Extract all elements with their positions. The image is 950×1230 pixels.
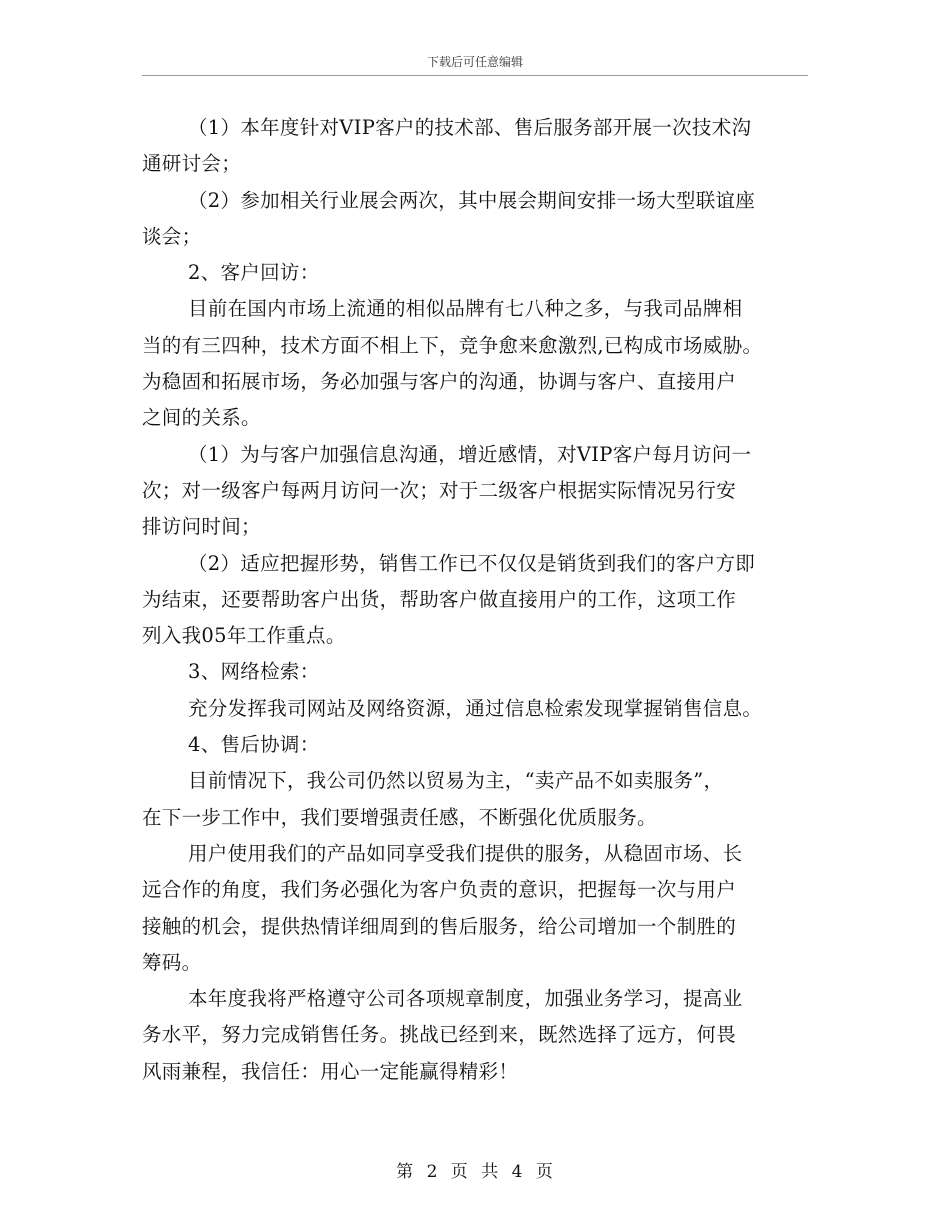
text-line: 通研讨会； bbox=[142, 152, 242, 176]
header-divider bbox=[142, 75, 808, 76]
page-number: 第 2 页 共 4 页 bbox=[396, 1162, 554, 1182]
text-line: 风雨兼程，我信任：用心一定能赢得精彩！ bbox=[142, 1059, 519, 1083]
text-line: 排访问时间； bbox=[142, 515, 261, 539]
text-line: （1）为与客户加强信息沟通，增近感情，对VIP客户每月访问一 bbox=[188, 442, 752, 466]
text-line: 为稳固和拓展市场，务必加强与客户的沟通，协调与客户、直接用户 bbox=[142, 370, 737, 394]
text-line: （1）本年度针对VIP客户的技术部、售后服务部开展一次技术沟 bbox=[188, 116, 752, 139]
text-line: （2）适应把握形势，销售工作已不仅仅是销货到我们的客户方即 bbox=[188, 551, 756, 575]
text-line: 务水平，努力完成销售任务。挑战已经到来，既然选择了远方，何畏 bbox=[142, 1023, 737, 1047]
text-line: 当的有三四种，技术方面不相上下，竞争愈来愈激烈,已构成市场威胁。 bbox=[142, 333, 763, 357]
page-header: 下载后可任意编辑 bbox=[426, 55, 523, 69]
text-line: 谈会； bbox=[142, 224, 202, 248]
text-line: 之间的关系。 bbox=[142, 406, 261, 430]
text-line: 目前情况下，我公司仍然以贸易为主，“卖产品不如卖服务”， bbox=[188, 769, 724, 793]
text-line: 列入我05年工作重点。 bbox=[142, 624, 346, 648]
document-body bbox=[142, 110, 812, 1090]
text-line: 远合作的角度，我们务必强化为客户负责的意识，把握每一次与用户 bbox=[142, 878, 737, 902]
text-line: 用户使用我们的产品如同享受我们提供的服务，从稳固市场、长 bbox=[188, 841, 743, 865]
text-line: （2）参加相关行业展会两次，其中展会期间安排一场大型联谊座 bbox=[188, 188, 756, 212]
text-line: 筹码。 bbox=[142, 950, 202, 974]
text-line: 接触的机会，提供热情详细周到的售后服务，给公司增加一个制胜的 bbox=[142, 914, 737, 938]
text-line: 本年度我将严格遵守公司各项规章制度，加强业务学习，提高业 bbox=[188, 987, 743, 1011]
text-line: 次；对一级客户每两月访问一次；对于二级客户根据实际情况另行安 bbox=[142, 478, 737, 502]
section-heading: 3、网络检索： bbox=[188, 660, 320, 684]
text-line: 为结束，还要帮助客户出货，帮助客户做直接用户的工作，这项工作 bbox=[142, 587, 737, 611]
section-heading: 4、售后协调： bbox=[188, 733, 320, 757]
text-line: 充分发挥我司网站及网络资源，通过信息检索发现掌握销售信息。 bbox=[188, 696, 763, 720]
text-line: 目前在国内市场上流通的相似品牌有七八种之多，与我司品牌相 bbox=[188, 297, 743, 321]
section-heading: 2、客户回访： bbox=[188, 261, 320, 285]
text-line: 在下一步工作中，我们要增强责任感，不断强化优质服务。 bbox=[142, 805, 657, 829]
